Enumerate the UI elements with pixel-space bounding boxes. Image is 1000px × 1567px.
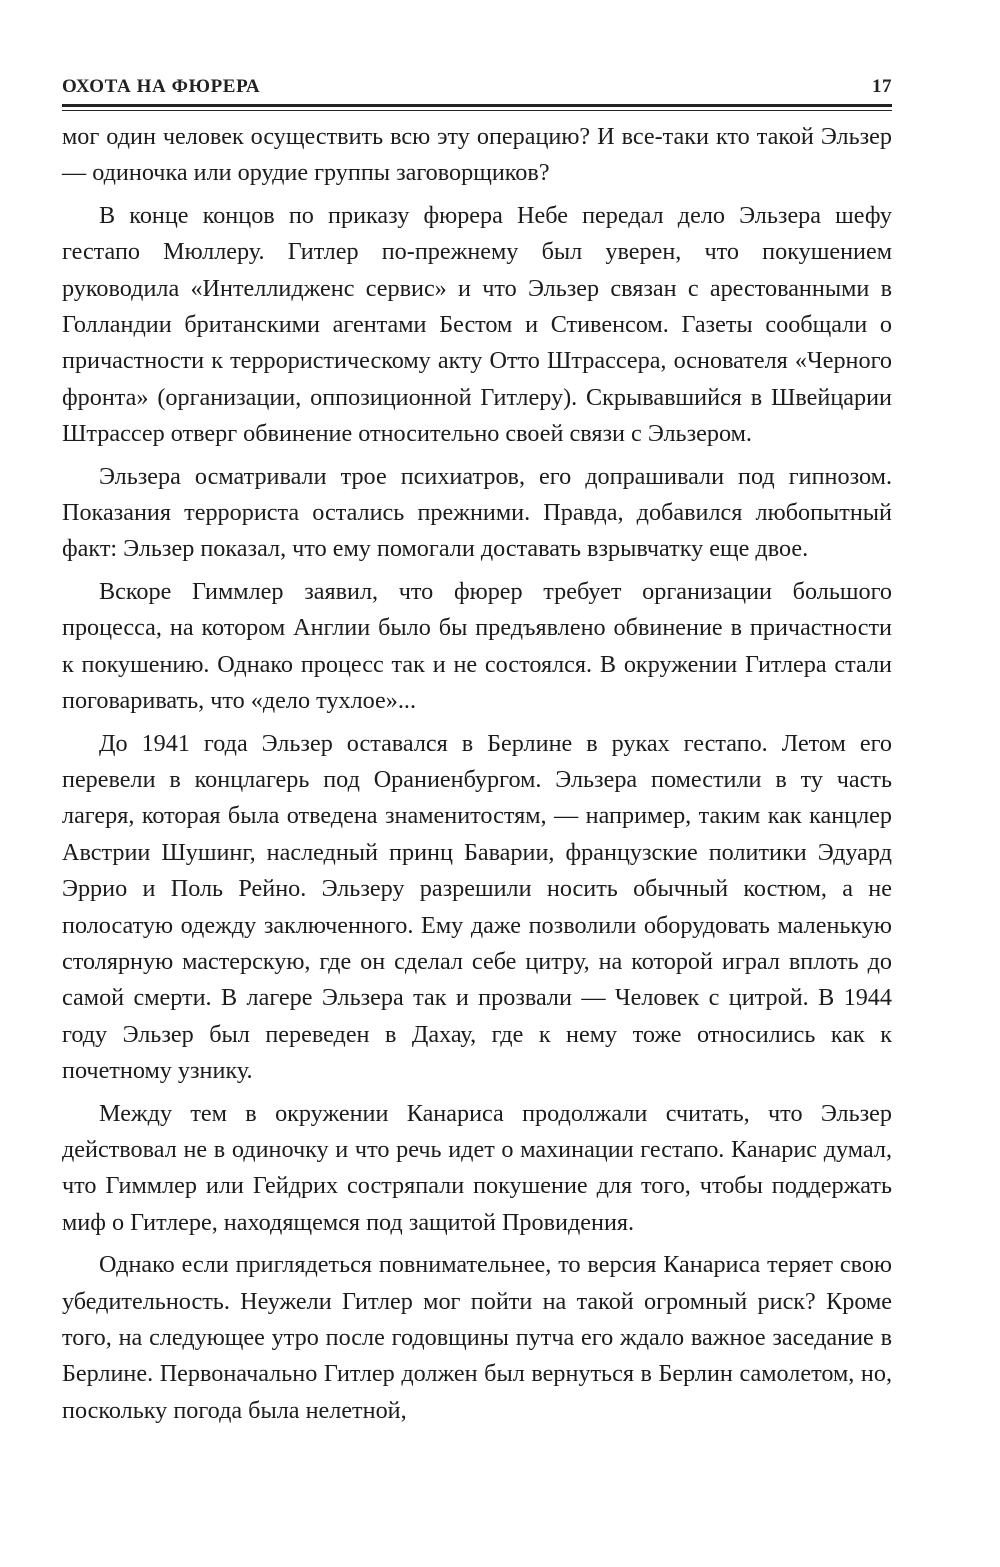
paragraph: До 1941 года Эльзер оставался в Берлине в руках гестапо. Летом его перевели в концлагерь под Ораниенбургом. Эльзера поместили в ту часть лагеря, которая была отведена знаменитостям, — например, таким как канцлер Австрии Шушинг, наследный принц Баварии, французские политики Эдуард Эррио и Поль Рейно. Эльзеру разрешили носить обычный костюм, а не полосатую одежду заключенного. Ему даже позволили оборудовать маленькую столярную мастерскую, где он сделал себе цитру, на которой играл вплоть до самой смерти. В лагере Эльзера так и прозвали — Человек с цитрой. В 1944 году Эльзер был переведен в Дахау, где к нему тоже относились как к почетному узнику. bbox=[62, 729, 892, 1085]
header-rule bbox=[62, 104, 892, 111]
running-title: ОХОТА НА ФЮРЕРА bbox=[62, 76, 261, 97]
body-text bbox=[62, 119, 892, 1429]
paragraph: мог один человек осуществить всю эту операцию? И все-таки кто такой Эльзер — одиночка или орудие группы заговорщиков? bbox=[62, 123, 892, 187]
book-page bbox=[62, 66, 892, 1429]
header-rule-thick bbox=[62, 104, 892, 107]
running-header bbox=[62, 66, 892, 98]
paragraph: В конце концов по приказу фюрера Небе передал дело Эльзера шефу гестапо Мюллеру. Гитлер по-прежнему был уверен, что покушением руководила «Интеллидженс сервис» и что Эльзер связан с арестованными в Голландии британскими агентами Бестом и Стивенсом. Газеты сообщали о причастности к террористическому акту Отто Штрассера, основателя «Черного фронта» (организации, оппозиционной Гитлеру). Скрывавшийся в Швейцарии Штрассер отверг обвинение относительно своей связи с Эльзером. bbox=[62, 201, 892, 448]
paragraph: Эльзера осматривали трое психиатров, его допрашивали под гипнозом. Показания террориста остались прежними. Правда, добавился любопытный факт: Эльзер показал, что ему помогали доставать взрывчатку еще двое. bbox=[62, 462, 892, 563]
page-number: 17 bbox=[872, 76, 892, 97]
header-rule-thin bbox=[62, 110, 892, 111]
paragraph: Однако если приглядеться повнимательнее, то версия Канариса теряет свою убедительность. Неужели Гитлер мог пойти на такой огромный риск? Кроме того, на следующее утро после годовщины путча его ждало важное заседание в Берлине. Первоначально Гитлер должен был вернуться в Берлин самолетом, но, поскольку погода была нелетной, bbox=[62, 1251, 892, 1424]
paragraph: Вскоре Гиммлер заявил, что фюрер требует организации большого процесса, на котором Англии было бы предъявлено обвинение в причастности к покушению. Однако процесс так и не состоялся. В окружении Гитлера стали поговаривать, что «дело тухлое»... bbox=[62, 577, 892, 715]
paragraph: Между тем в окружении Канариса продолжали считать, что Эльзер действовал не в одиночку и что речь идет о махинации гестапо. Канарис думал, что Гиммлер или Гейдрих состряпали покушение для того, чтобы поддержать миф о Гитлере, находящемся под защитой Провидения. bbox=[62, 1099, 892, 1236]
